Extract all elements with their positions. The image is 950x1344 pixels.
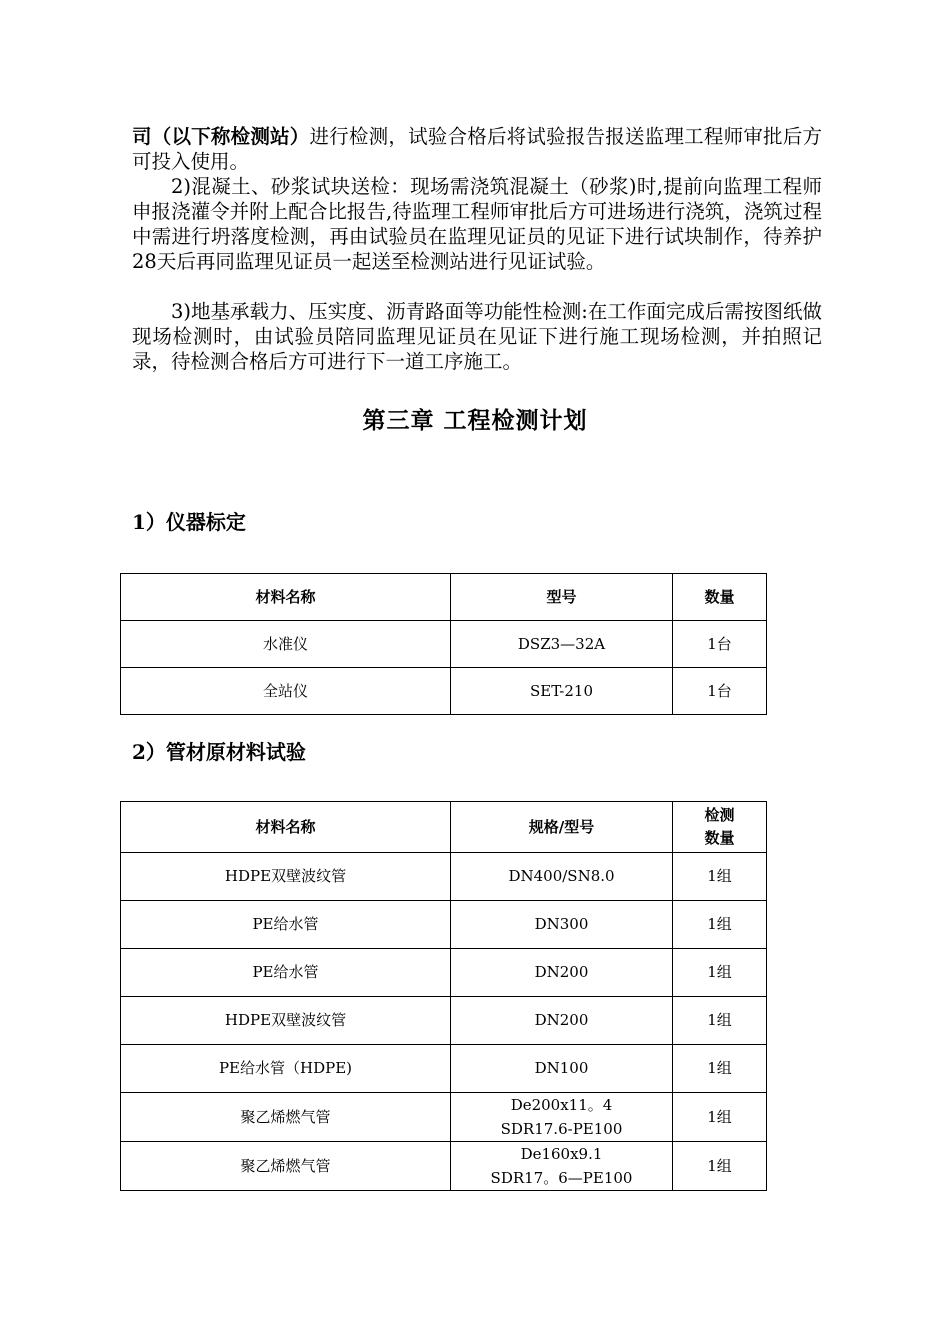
paragraph-1-text: 进行检测，试验合格后将试验报告报送监理工程师审批后方可投入使用。: [132, 125, 822, 173]
table-cell: 全站仪: [121, 668, 451, 715]
table-header-row: [121, 802, 767, 853]
table-cell: SET-210: [451, 668, 673, 715]
paragraph-2: 2)混凝土、砂浆试块送检：现场需浇筑混凝土（砂浆)时,提前向监理工程师申报浇灌令并附上配合比报告,待监理工程师审批后方可进场进行浇筑，浇筑过程中需进行坍落度检测，再由试验员在监理见证员的见证下进行试块制作，待养护28天后再同监理见证员一起送至检测站进行见证试验。: [132, 175, 822, 273]
section-2-title: 2）管材原材料试验: [132, 740, 306, 764]
table-row: [121, 1142, 767, 1191]
table-row: [121, 901, 767, 949]
header-cell: 数量: [673, 574, 767, 621]
table-cell: [451, 1093, 673, 1142]
chapter-title: 第三章 工程检测计划: [362, 407, 588, 434]
table-row: [121, 1045, 767, 1093]
table-cell: DN200: [451, 949, 673, 997]
table-cell: 1组: [673, 1093, 767, 1142]
header-cell: [673, 802, 767, 853]
table-row: [121, 668, 767, 715]
table-cell: 1组: [673, 853, 767, 901]
table-row: [121, 853, 767, 901]
table-cell: 1组: [673, 1045, 767, 1093]
header-cell: 材料名称: [121, 574, 451, 621]
table-cell: 水准仪: [121, 621, 451, 668]
table-cell: DN200: [451, 997, 673, 1045]
header-line: 数量: [704, 829, 735, 847]
table-cell: DN400/SN8.0: [451, 853, 673, 901]
paragraph-3: 3)地基承载力、压实度、沥青路面等功能性检测:在工作面完成后需按图纸做现场检测时，由试验员陪同监理见证员在见证下进行施工现场检测，并拍照记录，待检测合格后方可进行下一道工序施工。: [132, 300, 822, 373]
pipe-material-test-table: [120, 801, 767, 1191]
table-cell: [451, 1142, 673, 1191]
table-cell: 1组: [673, 901, 767, 949]
table-cell: PE给水管: [121, 901, 451, 949]
table-cell: 1组: [673, 949, 767, 997]
header-cell: 型号: [451, 574, 673, 621]
spec-line: De200x11。4: [510, 1096, 613, 1114]
paragraph-1: [132, 124, 822, 174]
spec-line: SDR17.6-PE100: [500, 1120, 623, 1138]
table-cell: 1组: [673, 1142, 767, 1191]
table-cell: 1组: [673, 997, 767, 1045]
section-1-title: 1）仪器标定: [132, 510, 246, 534]
spec-line: SDR17。6—PE100: [490, 1169, 633, 1187]
table-row: [121, 949, 767, 997]
instrument-calibration-table: [120, 573, 767, 715]
table-header-row: [121, 574, 767, 621]
header-cell: 规格/型号: [451, 802, 673, 853]
table-cell: DSZ3—32A: [451, 621, 673, 668]
table-cell: PE给水管: [121, 949, 451, 997]
table-cell: HDPE双壁波纹管: [121, 997, 451, 1045]
table-cell: 聚乙烯燃气管: [121, 1093, 451, 1142]
table-row: [121, 1093, 767, 1142]
table-cell: HDPE双壁波纹管: [121, 853, 451, 901]
table-cell: 聚乙烯燃气管: [121, 1142, 451, 1191]
table-row: [121, 997, 767, 1045]
table-cell: DN100: [451, 1045, 673, 1093]
table-row: [121, 621, 767, 668]
table-cell: PE给水管（HDPE): [121, 1045, 451, 1093]
header-cell: 材料名称: [121, 802, 451, 853]
spec-line: De160x9.1: [520, 1145, 603, 1163]
paragraph-1-strong: 司（以下称检测站）: [132, 125, 310, 148]
header-line: 检测: [704, 806, 735, 824]
table-cell: 1台: [673, 668, 767, 715]
table-cell: 1台: [673, 621, 767, 668]
table-cell: DN300: [451, 901, 673, 949]
